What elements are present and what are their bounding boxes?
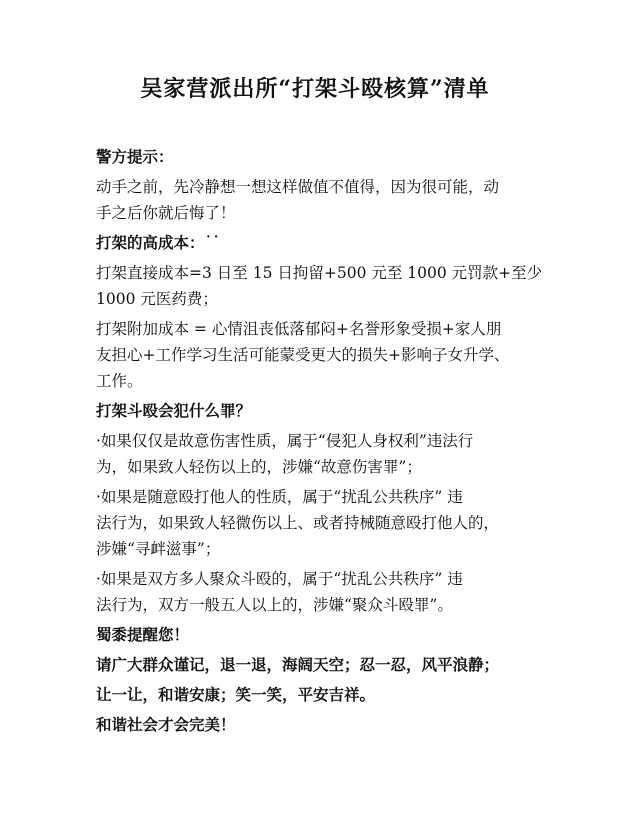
- slogan-line-1: 请广大群众谨记，退一退，海阔天空；忍一忍，风平浪静；: [96, 655, 500, 674]
- reminder-heading: 蜀黍提醒您！: [96, 625, 190, 644]
- page-title: 吴家营派出所“打架斗殴核算”清单: [140, 76, 490, 102]
- slogan-line-2: 让一让，和谐安康；笑一笑，平安吉祥。: [96, 685, 376, 704]
- crime-heading: 打架斗殴会犯什么罪？: [96, 401, 252, 420]
- crime-3-line-2: 法行为，双方一般五人以上的，涉嫌“聚众斗殴罪”。: [96, 596, 453, 614]
- extra-cost-line-1: 打架附加成本 = 心情沮丧低落郁闷+名誉形象受损+家人朋: [96, 320, 502, 338]
- warning-heading: 警方提示：: [96, 147, 174, 166]
- warning-text-line-2: 手之后你就后悔了！: [96, 204, 236, 222]
- warning-text-line-1: 动手之前，先冷静想一想这样做值不值得，因为很可能，动: [96, 178, 500, 196]
- cost-heading: 打架的高成本：˙˙: [96, 233, 221, 252]
- direct-cost-line-2: 1000 元医药费；: [96, 290, 218, 308]
- closing-line: 和谐社会才会完美！: [96, 715, 236, 734]
- crime-1-line-1: ·如果仅仅是故意伤害性质，属于“侵犯人身权利”违法行: [96, 432, 474, 450]
- direct-cost-line-1: 打架直接成本=3 日至 15 日拘留+500 元至 1000 元罚款+至少: [96, 264, 543, 282]
- crime-3-line-1: ·如果是双方多人聚众斗殴的，属于“扰乱公共秩序” 违: [96, 570, 463, 588]
- crime-2-line-3: 涉嫌“寻衅滋事”；: [96, 540, 221, 558]
- document-body: [96, 144, 546, 738]
- crime-2-line-1: ·如果是随意殴打他人的性质，属于“扰乱公共秩序” 违: [96, 488, 463, 506]
- extra-cost-line-2: 友担心+工作学习生活可能蒙受更大的损失+影响子女升学、: [96, 346, 510, 364]
- crime-1-line-2: 为，如果致人轻伤以上的，涉嫌“故意伤害罪”；: [96, 458, 422, 476]
- crime-2-line-2: 法行为，如果致人轻微伤以上、或者持械随意殴打他人的，: [96, 514, 500, 532]
- extra-cost-line-3: 工作。: [96, 372, 143, 390]
